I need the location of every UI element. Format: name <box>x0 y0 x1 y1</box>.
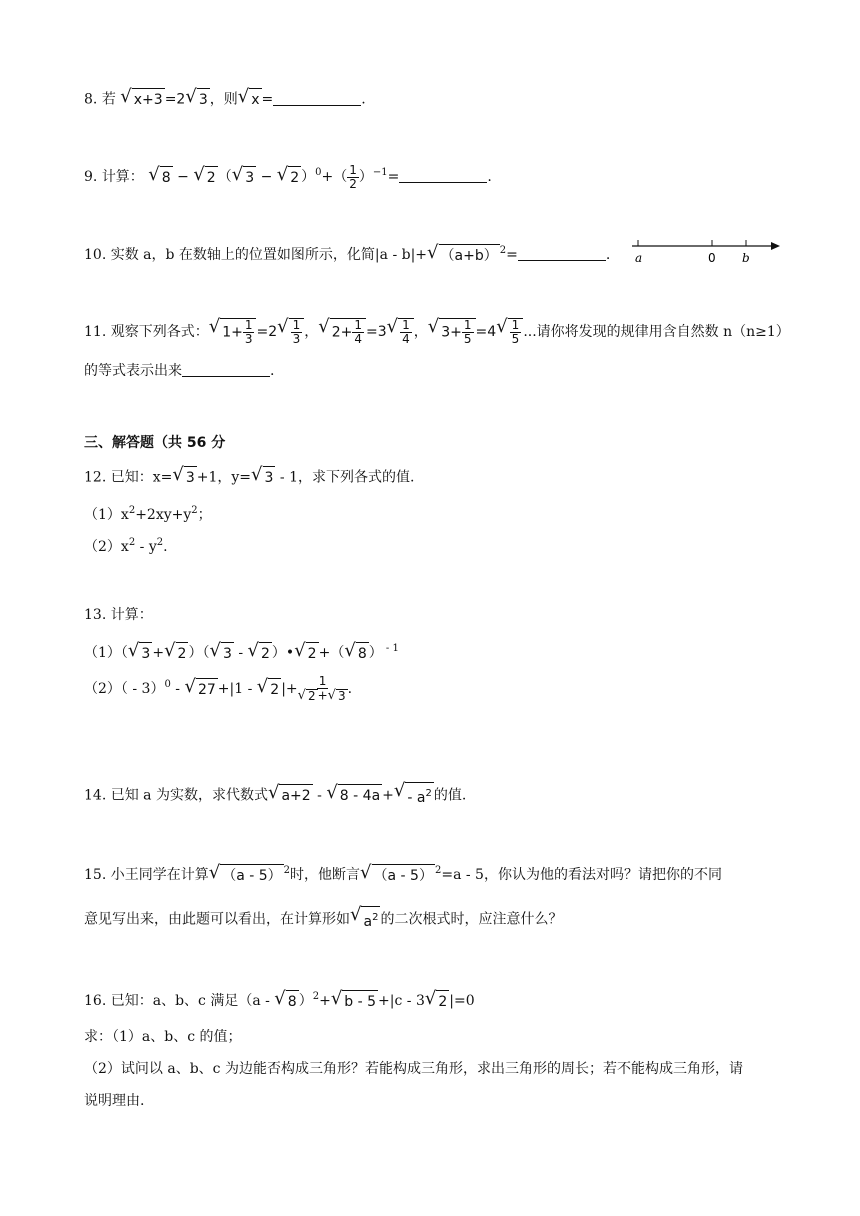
q13-text: 计算： <box>110 607 153 623</box>
q13-p1-radical-4: √ 2 <box>248 642 272 665</box>
q8-answer-blank[interactable] <box>273 91 361 106</box>
label-a: a <box>635 251 643 265</box>
q14-text: 已知 a 为实数，求代数式 <box>110 787 268 804</box>
q12-radical-2: √ 3 <box>251 466 275 489</box>
question-15-line-2 <box>84 906 562 933</box>
question-9 <box>84 162 492 191</box>
q11-frac-3: √ $\frac{1}{5}$ <box>496 318 523 346</box>
q13-p1-radical-6: √ 8 <box>344 642 368 665</box>
question-12-part-1 <box>84 500 212 526</box>
q8-radical-1: √ x+3 <box>120 88 164 111</box>
q13-p1-a: （1）（ <box>84 645 128 661</box>
q15-radical-1: √ （a - 5） <box>209 864 284 887</box>
q16-radical-3: √ 2 <box>425 990 449 1013</box>
question-13-part-1 <box>84 638 399 665</box>
q15-text-3: =a - 5，你认为他的看法对吗？请把你的不同 <box>441 867 722 883</box>
q15-exp-2: 2 <box>434 865 442 876</box>
q12-p2-exp-1: 2 <box>128 537 136 548</box>
q9-paren-close: ） <box>301 169 316 185</box>
question-16 <box>84 986 475 1013</box>
q9-paren-close-2: ） <box>358 169 373 185</box>
section-3-heading: 三、解答题（共 56 分 <box>84 435 226 451</box>
q14-radical-2: √ 8 - 4a <box>326 784 382 807</box>
q15-radical-3: √ $a^2$ <box>350 906 380 933</box>
q13-p1-radical-2: √ 2 <box>164 642 188 665</box>
q8-radical-2: √ 3 <box>185 88 209 111</box>
q11-prefix: 观察下列各式： <box>110 324 209 340</box>
q8-number: 8. <box>84 91 98 108</box>
q12-number: 12. <box>84 469 107 486</box>
q10-number: 10. <box>84 247 107 263</box>
q15-text-1: 小王同学在计算 <box>110 867 209 883</box>
q13-p2-b: +|1 - <box>217 681 257 697</box>
question-16-part-2: （2）试问以 a、b、c 为边能否构成三角形？若能构成三角形，求出三角形的周长；若不能构成三角形，请 <box>84 1061 743 1077</box>
q9-radical-1: √ 8 <box>148 166 172 189</box>
q9-eq: = <box>387 169 400 185</box>
q8-tail: = <box>261 91 274 108</box>
q16-text-4: +|c - 3 <box>378 993 425 1009</box>
question-14 <box>84 782 466 809</box>
q11-expr-1: √ 1+ $\frac{1}{3}$ <box>209 318 257 346</box>
q11-eq-1: =2 <box>256 324 278 340</box>
q14-radical-1: √ a+2 <box>268 784 313 807</box>
q11-eq-2: =3 <box>366 324 387 340</box>
q10-eq: = <box>506 247 518 263</box>
q8-end: . <box>361 91 366 108</box>
q13-p2-c: |+ <box>281 681 298 697</box>
question-10 <box>84 240 610 267</box>
q9-radical-2: √ 2 <box>193 166 217 189</box>
q14-number: 14. <box>84 787 107 804</box>
q13-p2-radical-1: √ 27 <box>184 678 217 701</box>
label-b: b <box>742 251 750 265</box>
q16-text-2: ） <box>298 993 313 1009</box>
q13-p1-dot: ）• <box>271 645 295 661</box>
q9-paren-open: （ <box>217 169 232 185</box>
q13-p1-plus: + <box>152 645 165 661</box>
q8-prefix: 若 <box>101 91 116 108</box>
question-13 <box>84 604 153 626</box>
q9-exp-neg1: −1 <box>372 167 388 178</box>
q11-frac-1: √ $\frac{1}{3}$ <box>277 318 304 346</box>
q11-line2-text: 的等式表示出来 <box>84 363 182 379</box>
q11-answer-blank[interactable] <box>182 362 270 377</box>
q12-p1-exp-1: 2 <box>128 505 136 516</box>
number-line-figure <box>632 236 780 266</box>
q13-p1-f: ） <box>368 645 383 661</box>
q12-text-1: 已知：x= <box>110 469 173 486</box>
q13-p1-minus: - <box>233 645 248 661</box>
q12-p2-exp-2: 2 <box>156 537 164 548</box>
q11-tail: ...请你将发现的规律用含自然数 n（n≥1） <box>523 324 790 340</box>
q12-p1-exp-2: 2 <box>191 505 198 516</box>
q16-text-1: 已知：a、b、c 满足（a - <box>110 993 275 1009</box>
q9-radical-3: √ 3 <box>232 166 256 189</box>
q9-fraction: $\frac{1}{2}$ <box>349 162 357 191</box>
q11-frac-2: √ $\frac{1}{4}$ <box>387 318 414 346</box>
q14-radical-3: √ - $a^2$ <box>394 782 434 809</box>
q15-line2-a: 意见写出来，由此题可以看出，在计算形如 <box>84 911 350 928</box>
q9-minus: − <box>177 169 189 185</box>
q15-line2-b: 的二次根式时，应注意什么？ <box>380 911 563 928</box>
question-8 <box>84 88 366 111</box>
q14-end: 的值. <box>433 787 467 804</box>
q13-p2-end: . <box>347 681 353 697</box>
q9-radical-4: √ 2 <box>277 166 301 189</box>
q13-p2-minus: - <box>170 681 185 697</box>
q13-p1-b: ）（ <box>188 645 210 661</box>
q12-p2-a: （2）x <box>84 539 129 555</box>
q9-number: 9. <box>84 169 98 185</box>
q11-expr-3: √ 3+ $\frac{1}{5}$ <box>428 318 476 346</box>
q8-radical-3: √ x <box>238 88 262 111</box>
question-12 <box>84 466 414 489</box>
q13-p1-radical-1: √ 3 <box>128 642 152 665</box>
q13-p2-fraction: 1 √ 2 + √ 3 <box>297 674 346 703</box>
question-16-part-2-cont: 说明理由. <box>84 1093 145 1109</box>
question-11: 11. 观察下列各式： √ 1+ $\frac{1}{3}$ =2 √ $\frac{1}{3}$ ， √ 2+ $\frac{1}{4}$ =3 √ $\frac{1}{4}$ ， √ 3+ $\frac{1}{5}$ =4 √ $\frac{1}{5}$ ...请你将发现的规律用含自然数 n（n≥1） <box>84 316 790 346</box>
q10-exp: 2 <box>499 245 507 256</box>
question-11-line-2 <box>84 360 274 382</box>
question-13-part-2 <box>84 674 352 703</box>
q11-number: 11. <box>84 324 107 340</box>
q15-radical-2: √ （a - 5） <box>360 864 435 887</box>
q10-text: 实数 a，b 在数轴上的位置如图所示，化简|a - b|+ <box>110 247 428 263</box>
q14-plus: + <box>382 787 394 804</box>
q15-text-2: 时，他断言 <box>290 867 361 883</box>
q10-answer-blank[interactable] <box>518 246 606 261</box>
q16-radical-1: √ 8 <box>274 990 298 1013</box>
q8-mid: ，则 <box>209 91 238 108</box>
q15-number: 15. <box>84 867 107 883</box>
q12-p1-c: ； <box>197 507 212 523</box>
q16-radical-2: √ b - 5 <box>331 990 378 1013</box>
q14-minus: - <box>312 787 327 804</box>
q15-exp-1: 2 <box>283 865 291 876</box>
q11-expr-2: √ 2+ $\frac{1}{4}$ <box>318 318 366 346</box>
q9-exp-zero: 0 <box>315 167 322 178</box>
q11-eq-3: =4 <box>475 324 497 340</box>
q13-p1-radical-3: √ 3 <box>209 642 233 665</box>
q9-end: . <box>487 169 492 185</box>
arrow-right-icon <box>771 242 780 250</box>
q13-p1-exp: - 1 <box>382 643 399 654</box>
q12-p1-b: +2xy+y <box>135 507 192 523</box>
q8-eq: =2 <box>164 91 186 108</box>
q16-text-5: |=0 <box>449 993 475 1009</box>
q12-text-3: - 1，求下列各式的值. <box>275 469 415 486</box>
q13-number: 13. <box>84 607 107 623</box>
question-12-part-2 <box>84 532 168 558</box>
q12-p1-a: （1）x <box>84 507 129 523</box>
question-16-part-1: 求：（1）a、b、c 的值； <box>84 1029 242 1045</box>
q12-p2-c: . <box>163 539 168 555</box>
q13-p1-e: +（ <box>318 645 345 661</box>
q9-answer-blank[interactable] <box>399 168 487 183</box>
q12-radical-1: √ 3 <box>172 466 196 489</box>
q10-end: . <box>605 247 611 263</box>
q12-p2-b: - y <box>135 539 157 555</box>
q10-radical: √ （a+b） <box>427 244 500 267</box>
q13-p2-a: （2）（ - 3） <box>84 681 165 697</box>
q16-plus: + <box>319 993 331 1009</box>
label-zero: 0 <box>708 251 716 265</box>
q16-exp: 2 <box>312 991 320 1002</box>
question-15 <box>84 860 722 887</box>
q9-plus: +（ <box>321 169 348 185</box>
q16-number: 16. <box>84 993 107 1009</box>
q13-p2-exp: 0 <box>164 679 171 690</box>
q11-end: . <box>270 363 275 379</box>
q9-minus-2: − <box>260 169 273 185</box>
q9-prefix: 计算： <box>101 169 144 185</box>
q12-text-2: +1，y= <box>196 469 252 486</box>
q13-p1-radical-5: √ 2 <box>294 642 318 665</box>
q13-p2-radical-2: √ 2 <box>257 678 281 701</box>
